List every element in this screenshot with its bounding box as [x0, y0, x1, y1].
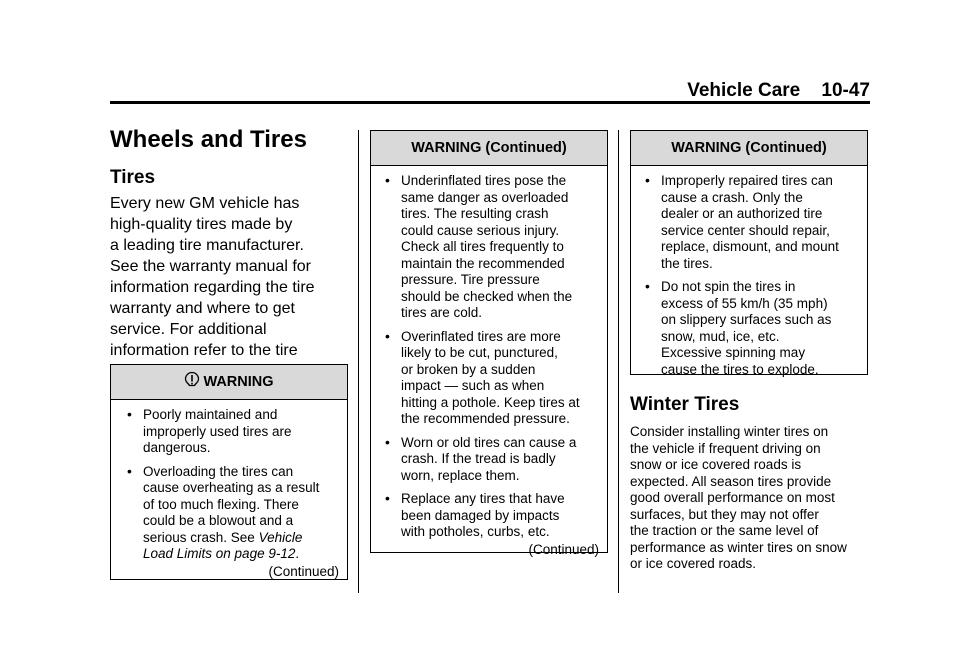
period: . — [295, 546, 300, 561]
bullet-icon: • — [385, 327, 390, 344]
text-line: pressure. Tire pressure — [401, 272, 540, 287]
text-line: likely to be cut, punctured, — [401, 345, 558, 360]
text-line: Replace any tires that have — [401, 491, 565, 506]
text-line: surfaces, but they may not offer — [630, 506, 819, 522]
section-title: Wheels and Tires — [110, 126, 307, 153]
text-line: the tires. — [661, 255, 713, 271]
text-line: Overinflated tires are more — [401, 328, 561, 344]
bullet-icon: • — [127, 462, 132, 479]
text-line: Every new GM vehicle has — [110, 195, 300, 212]
warning-box-3 — [630, 130, 868, 375]
list-item — [645, 173, 859, 272]
list-item — [127, 407, 339, 457]
warning-box-header — [111, 365, 347, 400]
text-line: Poorly maintained and — [143, 407, 278, 422]
warning-box-body — [631, 166, 867, 378]
header-title — [687, 80, 870, 102]
text-line: service. For additional — [110, 321, 267, 338]
text-line: on slippery surfaces such as — [661, 312, 832, 327]
text-line: Consider installing winter tires on — [630, 424, 829, 439]
text-line: with potholes, curbs, etc. — [401, 524, 550, 539]
text-line: Worn or old tires can cause a — [401, 434, 577, 450]
text-line: a leading tire manufacturer. — [110, 237, 304, 254]
text-line: cause the tires to explode. — [661, 361, 819, 377]
text-line: the traction or the same level of — [630, 523, 819, 538]
text-line: impact — such as when — [401, 378, 545, 393]
text-line: information refer to the tire — [110, 342, 298, 359]
text-line: same danger as overloaded — [401, 189, 569, 205]
list-item — [385, 491, 599, 541]
bullet-icon: • — [385, 433, 390, 450]
warning-icon — [184, 371, 200, 389]
continued-label: (Continued) — [528, 541, 599, 557]
continued-label: (Continued) — [268, 563, 339, 579]
text-line: Underinflated tires pose the — [401, 173, 567, 188]
text-line: excess of 55 km/h (35 mph) — [661, 295, 828, 311]
text-line: tires. The resulting crash — [401, 206, 549, 221]
text-line: dealer or an authorized tire — [661, 206, 823, 221]
text-line: or ice covered roads. — [630, 556, 757, 571]
text-line: service center should repair, — [661, 222, 830, 238]
tires-body — [110, 193, 350, 382]
text-line: could be a blowout and a — [143, 513, 294, 528]
list-item — [385, 173, 599, 322]
text-line: maintain the recommended — [401, 255, 565, 271]
column-divider-1 — [358, 130, 359, 593]
text-line: cause a crash. Only the — [661, 189, 803, 205]
winter-tires-heading: Winter Tires — [630, 394, 740, 415]
text-line: See the warranty manual for — [110, 258, 311, 275]
list-item — [645, 279, 859, 378]
text-line: could cause serious injury. — [401, 222, 560, 238]
bullet-icon: • — [645, 278, 650, 294]
text-line: crash. If the tread is badly — [401, 451, 556, 466]
warning-box-body — [111, 400, 347, 580]
text-line: replace, dismount, and mount — [661, 239, 839, 254]
text-line: tires are cold. — [401, 305, 483, 320]
warning-title: WARNING — [203, 374, 274, 390]
header-section: Vehicle Care — [687, 80, 801, 101]
tires-heading: Tires — [110, 167, 156, 188]
text-line: high-quality tires made by — [110, 216, 293, 233]
winter-tires-body — [630, 424, 870, 573]
list-item — [385, 329, 599, 428]
text-line: dangerous. — [143, 440, 211, 455]
text-line: Excessive spinning may — [661, 345, 806, 360]
text-line: cause overheating as a result — [143, 480, 320, 495]
text-line: Improperly repaired tires can — [661, 173, 833, 188]
text-line: expected. All season tires provide — [630, 473, 832, 489]
text-line — [143, 530, 339, 547]
text-line — [143, 546, 339, 563]
text-line: Overloading the tires can — [143, 463, 294, 479]
text-line: should be checked when the — [401, 288, 573, 304]
column-divider-2 — [618, 130, 619, 593]
text-line: snow, mud, ice, etc. — [661, 328, 780, 344]
warning-box-header: WARNING (Continued) — [631, 131, 867, 166]
text-line: performance as winter tires on snow — [630, 539, 847, 555]
header-page-number: 10-47 — [821, 80, 870, 101]
bullet-icon: • — [127, 406, 132, 422]
text-line: Do not spin the tires in — [661, 279, 796, 294]
text-line: the vehicle if frequent driving on — [630, 440, 821, 456]
text-line: warranty and where to get — [110, 300, 295, 317]
text-line: hitting a pothole. Keep tires at — [401, 394, 580, 410]
text-line: information regarding the tire — [110, 279, 315, 296]
bullet-icon: • — [385, 172, 390, 188]
warning-box-1 — [110, 364, 348, 580]
bullet-icon: • — [385, 490, 390, 506]
list-item — [385, 435, 599, 485]
text-line: the recommended pressure. — [401, 411, 570, 426]
text-line: good overall performance on most — [630, 490, 835, 505]
cross-reference-link[interactable]: Vehicle — [258, 529, 303, 545]
warning-box-header: WARNING (Continued) — [371, 131, 607, 166]
text-line: or broken by a sudden — [401, 361, 536, 377]
warning-box-2 — [370, 130, 608, 557]
cross-reference-link[interactable]: Load Limits on page 9-12 — [143, 546, 296, 561]
text-line: been damaged by impacts — [401, 507, 560, 523]
text-line: worn, replace them. — [401, 467, 520, 483]
text-line: Check all tires frequently to — [401, 239, 564, 254]
text-line: snow or ice covered roads is — [630, 457, 802, 472]
text-line: of too much flexing. There — [143, 496, 299, 512]
list-item — [127, 464, 339, 563]
see-text: serious crash. See — [143, 529, 259, 545]
bullet-icon: • — [645, 172, 650, 188]
header-rule — [110, 101, 870, 104]
text-line: improperly used tires are — [143, 423, 292, 439]
warning-box-body — [371, 166, 607, 558]
